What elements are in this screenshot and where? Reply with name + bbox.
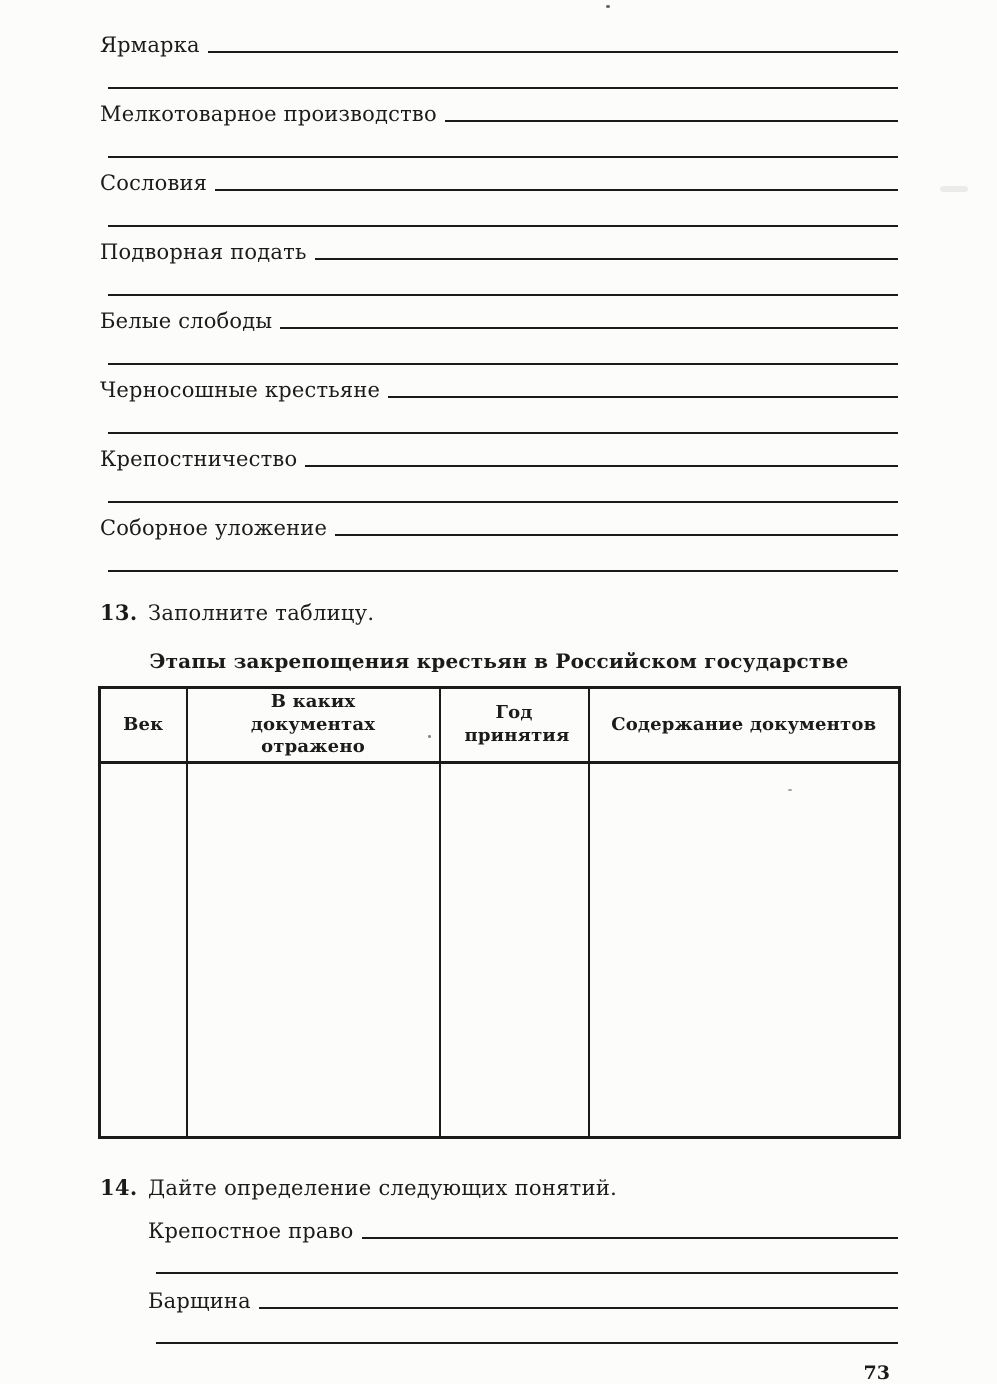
answer-blank-line — [335, 534, 898, 536]
answer-blank-line — [108, 539, 898, 572]
answer-blank-line — [108, 194, 898, 227]
term-label: Сословия — [100, 171, 208, 195]
question-13-number: 13. — [100, 600, 138, 625]
table-cell-contents-empty — [589, 762, 900, 1137]
answer-blank-line — [156, 1312, 898, 1344]
answer-blank-line — [108, 332, 898, 365]
scan-speck — [606, 5, 610, 8]
answer-blank-line — [280, 327, 898, 329]
term-label: Мелкотоварное производство — [100, 102, 437, 126]
term-block-barshchina — [148, 1276, 898, 1344]
question-13-text: Заполните таблицу. — [148, 601, 375, 625]
table-header-contents: Содержание документов — [589, 688, 900, 763]
term-block-krepostnichestvo — [100, 436, 898, 503]
term-label: Черносошные крестьяне — [100, 378, 381, 402]
answer-blank-line — [305, 465, 898, 467]
answer-blank-line — [108, 470, 898, 503]
term-block-sosloviya — [100, 160, 898, 227]
term-block-krepostnoe-pravo — [148, 1206, 898, 1274]
scan-speck — [788, 789, 792, 791]
answer-blank-line — [208, 51, 898, 53]
term-label: Подворная подать — [100, 240, 307, 264]
term-label: Соборное уложение — [100, 516, 328, 540]
answer-blank-line — [108, 56, 898, 89]
answer-blank-line — [388, 396, 898, 398]
table-cell-year-empty — [440, 762, 589, 1137]
answer-blank-line — [215, 189, 898, 191]
question-14 — [100, 1175, 898, 1200]
term-block-yarmarka — [100, 22, 898, 89]
answer-blank-line — [156, 1242, 898, 1274]
term-label: Крепостничество — [100, 447, 298, 471]
page-number: 73 — [863, 1361, 890, 1384]
answer-blank-line — [108, 263, 898, 296]
term-block-chernososhnye — [100, 367, 898, 434]
term-block-podvornaya-podat — [100, 229, 898, 296]
answer-blank-line — [315, 258, 898, 260]
term-block-sobornoe-ulozhenie — [100, 505, 898, 572]
term-block-belye-slobody — [100, 298, 898, 365]
answer-blank-line — [108, 125, 898, 158]
table-title: Этапы закрепощения крестьян в Российском государстве — [149, 649, 849, 673]
scan-speck — [428, 735, 431, 738]
question-13 — [100, 600, 898, 625]
answer-blank-line — [259, 1307, 898, 1309]
answer-blank-line — [362, 1237, 898, 1239]
scan-smudge — [940, 186, 968, 192]
table-header-documents: В каких документах отражено — [187, 688, 440, 763]
table-header-row — [100, 688, 900, 763]
table-body-row — [100, 762, 900, 1137]
answer-blank-line — [108, 401, 898, 434]
serfdom-stages-table — [98, 686, 901, 1139]
question-14-number: 14. — [100, 1174, 138, 1200]
term-label: Ярмарка — [100, 33, 200, 57]
table-header-century: Век — [100, 688, 187, 763]
answer-blank-line — [445, 120, 898, 122]
term-label: Белые слободы — [100, 309, 273, 333]
table-cell-century-empty — [100, 762, 187, 1137]
term-label: Барщина — [148, 1288, 251, 1313]
question-14-text: Дайте определение следующих понятий. — [148, 1175, 618, 1200]
question-14-items — [148, 1206, 898, 1344]
term-block-melkotovarnoe — [100, 91, 898, 158]
table-cell-documents-empty — [187, 762, 440, 1137]
table-header-year: Год принятия — [440, 688, 589, 763]
term-label: Крепостное право — [148, 1218, 354, 1243]
